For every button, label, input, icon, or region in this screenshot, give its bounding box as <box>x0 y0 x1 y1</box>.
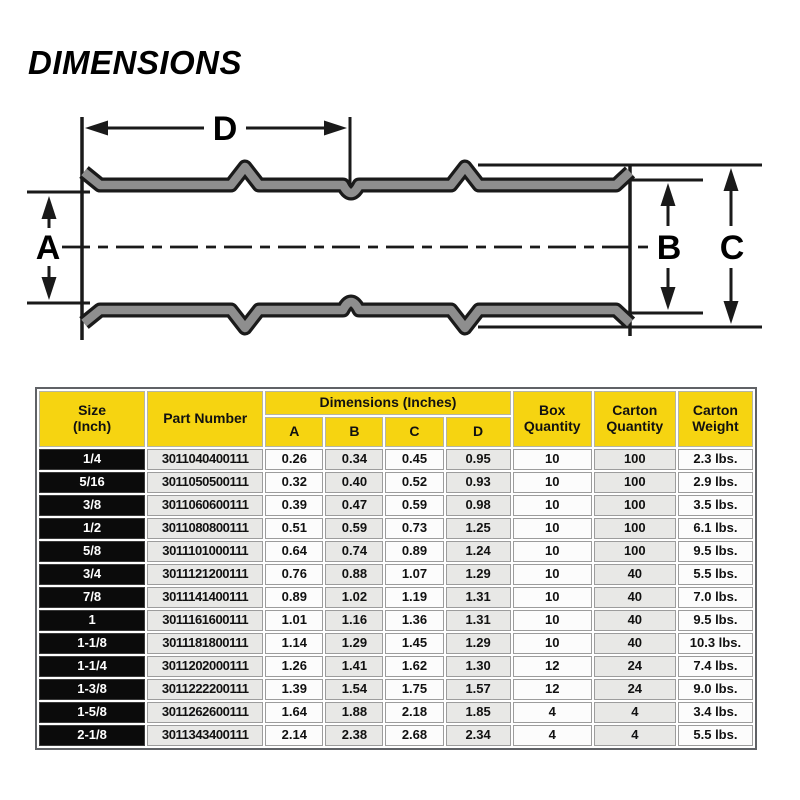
dim-label-d: D <box>212 110 238 148</box>
part-number-cell: 3011101000111 <box>147 541 263 562</box>
carton-weight-cell: 7.4 lbs. <box>678 656 753 677</box>
part-number-cell: 3011181800111 <box>147 633 263 654</box>
col-header-box-line1: Box <box>538 402 566 419</box>
dim-d-cell: 1.57 <box>446 679 511 700</box>
size-cell: 7/8 <box>39 587 145 608</box>
carton-weight-cell: 7.0 lbs. <box>678 587 753 608</box>
d-arrow-right <box>324 121 347 136</box>
col-header-carton-quantity <box>594 391 676 447</box>
table-row <box>39 564 753 585</box>
size-cell: 2-1/8 <box>39 725 145 746</box>
dim-c-cell: 0.59 <box>385 495 443 516</box>
dim-d-cell: 1.30 <box>446 656 511 677</box>
carton-weight-cell: 2.9 lbs. <box>678 472 753 493</box>
size-cell: 1-5/8 <box>39 702 145 723</box>
box-quantity-cell: 4 <box>513 725 592 746</box>
page-title: DIMENSIONS <box>28 44 243 81</box>
dim-c-cell: 0.73 <box>385 518 443 539</box>
box-quantity-cell: 10 <box>513 472 592 493</box>
part-number-cell: 3011050500111 <box>147 472 263 493</box>
carton-quantity-cell: 4 <box>594 702 676 723</box>
col-header-carton-qty-line1: Carton <box>612 402 658 419</box>
dim-b-cell: 1.02 <box>325 587 383 608</box>
carton-quantity-cell: 40 <box>594 610 676 631</box>
carton-quantity-cell: 100 <box>594 472 676 493</box>
table-row <box>39 541 753 562</box>
dim-b-cell: 2.38 <box>325 725 383 746</box>
dim-a-cell: 1.64 <box>265 702 323 723</box>
part-number-cell: 3011060600111 <box>147 495 263 516</box>
col-header-dim-d: D <box>446 417 511 447</box>
dim-c-cell: 0.52 <box>385 472 443 493</box>
dim-a-cell: 1.39 <box>265 679 323 700</box>
col-header-carton-wt-line1: Carton <box>692 402 738 419</box>
dim-c-cell: 0.45 <box>385 449 443 470</box>
dim-b-cell: 1.41 <box>325 656 383 677</box>
dim-b-cell: 0.59 <box>325 518 383 539</box>
size-cell: 1-1/8 <box>39 633 145 654</box>
part-number-cell: 3011080800111 <box>147 518 263 539</box>
table-row <box>39 633 753 654</box>
dim-d-cell: 1.31 <box>446 610 511 631</box>
dim-d-cell: 1.85 <box>446 702 511 723</box>
table-row <box>39 610 753 631</box>
dim-b-cell: 1.29 <box>325 633 383 654</box>
dim-a-cell: 0.51 <box>265 518 323 539</box>
dim-b-cell: 1.88 <box>325 702 383 723</box>
dim-label-c: C <box>719 229 745 267</box>
box-quantity-cell: 4 <box>513 702 592 723</box>
col-header-dim-b: B <box>325 417 383 447</box>
dim-c-cell: 1.36 <box>385 610 443 631</box>
col-header-part-number: Part Number <box>147 391 263 447</box>
table-row <box>39 518 753 539</box>
dim-a-cell: 1.01 <box>265 610 323 631</box>
dim-b-cell: 0.47 <box>325 495 383 516</box>
table-row <box>39 472 753 493</box>
carton-weight-cell: 3.4 lbs. <box>678 702 753 723</box>
carton-weight-cell: 9.0 lbs. <box>678 679 753 700</box>
dim-d-cell: 1.24 <box>446 541 511 562</box>
part-number-cell: 3011040400111 <box>147 449 263 470</box>
carton-weight-cell: 10.3 lbs. <box>678 633 753 654</box>
box-quantity-cell: 10 <box>513 541 592 562</box>
dim-a-cell: 1.14 <box>265 633 323 654</box>
c-arrow-down <box>724 301 739 324</box>
dim-label-b: B <box>656 229 682 267</box>
dim-a-cell: 0.76 <box>265 564 323 585</box>
dim-c-cell: 1.45 <box>385 633 443 654</box>
dim-c-cell: 1.75 <box>385 679 443 700</box>
coupling-dimension-diagram <box>0 95 800 365</box>
dim-b-cell: 0.88 <box>325 564 383 585</box>
dim-d-cell: 0.98 <box>446 495 511 516</box>
col-header-size-line1: Size <box>78 402 107 419</box>
part-number-cell: 3011161600111 <box>147 610 263 631</box>
part-number-cell: 3011343400111 <box>147 725 263 746</box>
carton-quantity-cell: 100 <box>594 495 676 516</box>
carton-quantity-cell: 100 <box>594 541 676 562</box>
a-arrow-up <box>42 196 57 219</box>
dim-a-cell: 1.26 <box>265 656 323 677</box>
part-number-cell: 3011202000111 <box>147 656 263 677</box>
size-cell: 1 <box>39 610 145 631</box>
table-row <box>39 725 753 746</box>
size-cell: 1-3/8 <box>39 679 145 700</box>
spec-table-body <box>39 449 753 746</box>
carton-quantity-cell: 100 <box>594 518 676 539</box>
dim-a-cell: 2.14 <box>265 725 323 746</box>
carton-weight-cell: 2.3 lbs. <box>678 449 753 470</box>
dim-c-cell: 1.62 <box>385 656 443 677</box>
col-header-box-line2: Quantity <box>523 418 581 434</box>
col-header-dim-a: A <box>265 417 323 447</box>
dim-d-cell: 0.93 <box>446 472 511 493</box>
box-quantity-cell: 12 <box>513 679 592 700</box>
spec-table <box>35 387 757 750</box>
table-row <box>39 587 753 608</box>
col-header-box-quantity <box>513 391 592 447</box>
col-header-carton-qty-line2: Quantity <box>606 418 664 434</box>
col-header-dim-c: C <box>385 417 443 447</box>
box-quantity-cell: 12 <box>513 656 592 677</box>
dim-d-cell: 1.29 <box>446 564 511 585</box>
dim-d-cell: 1.25 <box>446 518 511 539</box>
dim-b-cell: 1.54 <box>325 679 383 700</box>
carton-weight-cell: 9.5 lbs. <box>678 541 753 562</box>
dim-c-cell: 2.68 <box>385 725 443 746</box>
col-header-size <box>39 391 145 447</box>
dim-c-cell: 2.18 <box>385 702 443 723</box>
dim-a-cell: 0.32 <box>265 472 323 493</box>
carton-weight-cell: 6.1 lbs. <box>678 518 753 539</box>
size-cell: 5/8 <box>39 541 145 562</box>
dim-a-cell: 0.64 <box>265 541 323 562</box>
carton-quantity-cell: 40 <box>594 564 676 585</box>
col-header-size-line2: (Inch) <box>73 418 112 434</box>
b-arrow-down <box>661 287 676 310</box>
box-quantity-cell: 10 <box>513 495 592 516</box>
carton-weight-cell: 5.5 lbs. <box>678 725 753 746</box>
table-row <box>39 449 753 470</box>
box-quantity-cell: 10 <box>513 587 592 608</box>
a-arrow-down <box>42 277 57 300</box>
size-cell: 1-1/4 <box>39 656 145 677</box>
size-cell: 5/16 <box>39 472 145 493</box>
dim-b-cell: 0.40 <box>325 472 383 493</box>
col-header-carton-weight <box>678 391 753 447</box>
dim-c-cell: 1.19 <box>385 587 443 608</box>
carton-quantity-cell: 24 <box>594 679 676 700</box>
part-number-cell: 3011222200111 <box>147 679 263 700</box>
dim-d-cell: 1.31 <box>446 587 511 608</box>
part-number-cell: 3011262600111 <box>147 702 263 723</box>
carton-quantity-cell: 40 <box>594 587 676 608</box>
carton-quantity-cell: 4 <box>594 725 676 746</box>
dim-b-cell: 1.16 <box>325 610 383 631</box>
table-row <box>39 702 753 723</box>
size-cell: 1/2 <box>39 518 145 539</box>
part-number-cell: 3011121200111 <box>147 564 263 585</box>
dim-d-cell: 2.34 <box>446 725 511 746</box>
box-quantity-cell: 10 <box>513 449 592 470</box>
part-number-cell: 3011141400111 <box>147 587 263 608</box>
box-quantity-cell: 10 <box>513 564 592 585</box>
size-cell: 1/4 <box>39 449 145 470</box>
dim-c-cell: 1.07 <box>385 564 443 585</box>
dim-c-cell: 0.89 <box>385 541 443 562</box>
carton-quantity-cell: 40 <box>594 633 676 654</box>
d-arrow-left <box>85 121 108 136</box>
dim-d-cell: 1.29 <box>446 633 511 654</box>
carton-weight-cell: 5.5 lbs. <box>678 564 753 585</box>
dim-label-a: A <box>35 229 61 267</box>
table-row <box>39 495 753 516</box>
box-quantity-cell: 10 <box>513 518 592 539</box>
dim-b-cell: 0.74 <box>325 541 383 562</box>
col-header-carton-wt-line2: Weight <box>692 418 739 434</box>
dim-b-cell: 0.34 <box>325 449 383 470</box>
c-arrow-up <box>724 168 739 191</box>
table-row <box>39 679 753 700</box>
dim-d-cell: 0.95 <box>446 449 511 470</box>
b-arrow-up <box>661 183 676 206</box>
carton-quantity-cell: 24 <box>594 656 676 677</box>
dim-a-cell: 0.39 <box>265 495 323 516</box>
box-quantity-cell: 10 <box>513 610 592 631</box>
carton-weight-cell: 9.5 lbs. <box>678 610 753 631</box>
carton-weight-cell: 3.5 lbs. <box>678 495 753 516</box>
col-header-dimensions-group: Dimensions (Inches) <box>265 391 510 415</box>
size-cell: 3/4 <box>39 564 145 585</box>
dim-a-cell: 0.26 <box>265 449 323 470</box>
size-cell: 3/8 <box>39 495 145 516</box>
table-row <box>39 656 753 677</box>
dim-a-cell: 0.89 <box>265 587 323 608</box>
box-quantity-cell: 10 <box>513 633 592 654</box>
carton-quantity-cell: 100 <box>594 449 676 470</box>
